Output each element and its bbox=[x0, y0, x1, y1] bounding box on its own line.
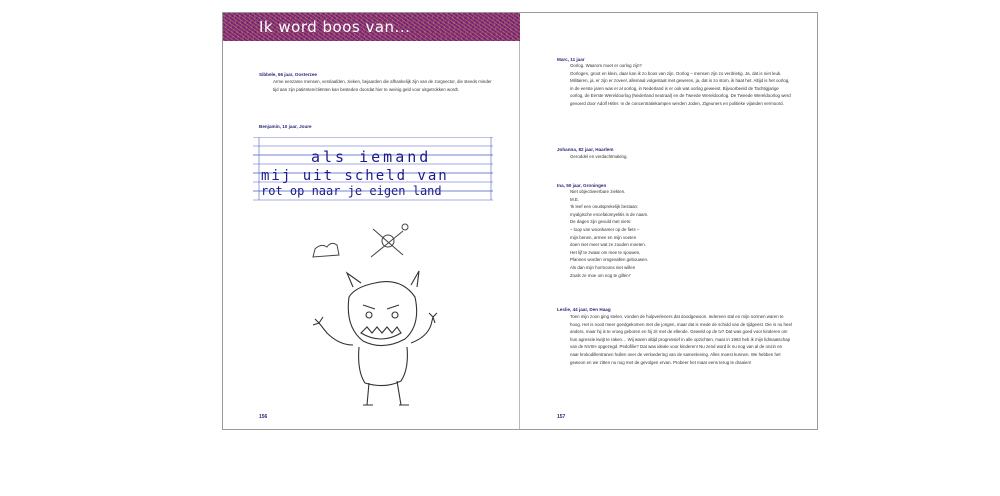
poem-line: – loop van woonkamer op de fiets – bbox=[570, 226, 640, 232]
poem-line: De dagen zijn gevuld met niets: bbox=[570, 219, 632, 225]
poem-line: mijn benen, armen en mijn voeten bbox=[570, 234, 637, 240]
poem-line: doen niet meer wat ze zouden moeten. bbox=[570, 242, 646, 248]
right-page bbox=[520, 13, 817, 429]
entry-author: Ina, 50 jaar, Groningen bbox=[557, 183, 607, 188]
entry-text bbox=[570, 313, 792, 366]
entry-line: Geroddel en verdachtmaking. bbox=[570, 154, 628, 159]
left-page bbox=[223, 13, 520, 429]
devil-figure bbox=[313, 271, 437, 405]
entry-author: Leslie, 44 jaar, Den Haag bbox=[557, 307, 611, 312]
poem-line: Als dan mijn hormoons niet willen bbox=[570, 264, 636, 270]
poem-line: myalgische encefalomyelitis is de naam. bbox=[570, 211, 649, 217]
shoe-sketch bbox=[313, 243, 339, 257]
poem-line: Plannen worden omgevallen gebouwen. bbox=[570, 257, 649, 263]
entry-line: Oorlogen, groot en klein, daar kan ik zo boos van zijn. Oorlog – mensen zijn zo verdrietig. Ja, dat is niet leuk. Militairen, ja, er zijn er zoveel, allemaal volgestaat met geweren, ja, dat is zo stom, ik haat het. Altijd is het oorlog, in de eerste jaren was er al oorlog, in Nederland is er ook wat oorlog geweest. Bijvoorbeeld de Tachtigjarige oorlog, de Eerste Wereldoorlog (Nederland neutraal) en de Tweede Wereldoorlog. De Tweede Wereldoorlog werd gevoerd door Adolf Hitler. In de concentratiekampen werden Joden, Zigeuners en politieke vijanden vermoord. bbox=[570, 70, 791, 106]
poem-line: 'Ik leef een onuitsprekelijk bestaan: bbox=[570, 204, 639, 210]
page-number: 157 bbox=[557, 414, 566, 420]
poem-line: Zoals ze moe om nog te gillen!' bbox=[570, 272, 631, 278]
chapter-banner bbox=[223, 13, 520, 41]
child-drawing bbox=[253, 137, 503, 412]
page-number: 156 bbox=[259, 414, 268, 420]
entry-line: Oorlog. Waarom moet er oorlog zijn? bbox=[570, 63, 642, 68]
entry-poem bbox=[570, 188, 792, 279]
entry-author: Johanna, 82 jaar, Haarlem bbox=[557, 147, 614, 152]
entry-paragraph: Toen mijn zoon ging stelen, vonden de hulpverleners dat doodgewoon. Iedereen stal en mijn normen waren te hoog. Het is nooit meer goedgekomen met die jongen, maar dat is mede de schuld van de tijdgeest. Die is nu heel anders, maar hij is te vroeg geboren en hij zit met de ellende. Geweld op de tv? Dat was goed voor kinderen om hun agressie kwijt te raken… Wij waren altijd progressief in alle opzichten, maar in 1963 heb ik mijn lidmaatschap van de NVSH opgezegd. Pedofilie? Dat was ideale voor kinderen! Nu zend word ik nu nog van al de onzin en naar krokodillentranen hullen over de verloedering van de samenleving. Alles moest kunnen. We hebben het gewoon en we zitten nu nog met de gevolgen ervan. Probeer het maar eens terug te draaien! bbox=[570, 314, 792, 365]
entry-text bbox=[570, 62, 792, 108]
handwriting-line-3: rot op naar je eigen land bbox=[261, 184, 442, 198]
entry-author: Benjamin, 10 jaar, Joure bbox=[259, 124, 312, 129]
entry-text bbox=[570, 153, 792, 161]
poem-line: Het lijf te zwaar om mee te sjouwen, bbox=[570, 249, 641, 255]
entry-author: Sibbele, 56 jaar, Oosterzee bbox=[259, 72, 317, 77]
skull-sketch bbox=[371, 224, 408, 257]
poem-line: M.E. bbox=[570, 196, 580, 202]
entry-text bbox=[273, 78, 493, 93]
entry-paragraph: Arme eenzame mensen, verslaafden, zieken, bejaarden die afhankelijk zijn van de zorgsector, die steeds minder tijd aan zijn patiënten/cliënten kan besteden doordat hier te weinig geld voor uitgetrokken wordt. bbox=[273, 79, 492, 92]
handwriting-line-2: mij uit scheld van bbox=[261, 168, 449, 184]
handwriting-line-1: als iemand bbox=[311, 148, 432, 166]
book-spread bbox=[222, 12, 818, 430]
entry-author: Marc, 11 jaar bbox=[557, 57, 585, 62]
chapter-title: Ik word boos van... bbox=[259, 18, 411, 36]
poem-line: Niet objectiveerbare ziekten. bbox=[570, 189, 626, 194]
